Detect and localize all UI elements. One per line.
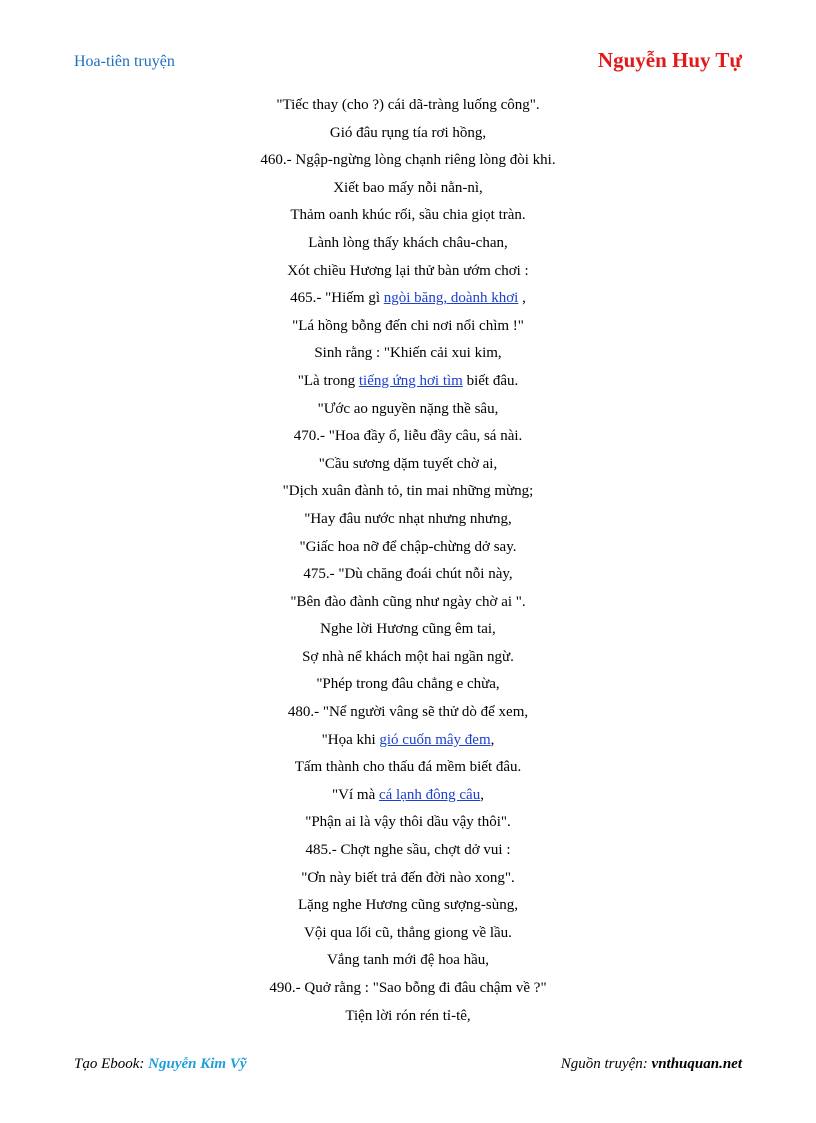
poem-line <box>0 809 816 837</box>
poem-line <box>0 1003 816 1031</box>
book-title: Hoa-tiên truyện <box>74 53 175 70</box>
poem-line <box>0 920 816 948</box>
poem-text: 460.- Ngập-ngừng lòng chạnh riêng lòng đòi khi. <box>260 152 556 169</box>
annotation-link[interactable]: cá lạnh đông câu <box>378 786 481 803</box>
poem-text: Tiện lời rón rén tỉ-tê, <box>345 1007 471 1024</box>
poem-line <box>0 258 816 286</box>
poem-text: Lành lòng thấy khách châu-chan, <box>308 234 508 251</box>
poem-text: , <box>518 290 526 307</box>
ebook-credit-label: Tạo Ebook <box>74 1056 140 1072</box>
poem-text: "Bên đào đành cũng như ngày chờ ai ". <box>290 593 526 610</box>
source-credit-separator: : <box>642 1056 652 1072</box>
poem-text: Sinh rằng : "Khiến cải xui kim, <box>314 345 502 362</box>
poem-text: "Ví mà <box>332 786 379 803</box>
poem-line <box>0 671 816 699</box>
poem-text: Gió đâu rụng tía rơi hồng, <box>329 124 487 141</box>
poem-text: Thảm oanh khúc rối, sầu chia giọt tràn. <box>290 207 526 224</box>
author-name: Nguyễn Huy Tự <box>597 48 742 72</box>
poem-line <box>0 340 816 368</box>
poem-line <box>0 644 816 672</box>
ebook-credit-separator: : <box>139 1056 149 1072</box>
poem-text: "Giấc hoa nỡ để chập-chừng dở say. <box>299 538 517 555</box>
poem-text: Lặng nghe Hương cũng sượng-sùng, <box>297 897 518 914</box>
source-credit-label: Nguồn truyện <box>560 1056 643 1072</box>
annotation-link[interactable]: tiếng ứng hơi tìm <box>358 372 463 389</box>
poem-line <box>0 534 816 562</box>
source-site: vnthuquan.net <box>651 1056 742 1072</box>
poem-text: "Phép trong đâu chẳng e chừa, <box>316 676 500 693</box>
poem-line <box>0 202 816 230</box>
poem-line <box>0 92 816 120</box>
poem-line <box>0 396 816 424</box>
poem-text: Nghe lời Hương cũng êm tai, <box>320 621 496 638</box>
poem-line <box>0 865 816 893</box>
poem-text: Tấm thành cho thấu đá mềm biết đâu. <box>294 759 522 776</box>
poem-line <box>0 478 816 506</box>
poem-line <box>0 175 816 203</box>
poem-line <box>0 147 816 175</box>
poem-line <box>0 589 816 617</box>
poem-text: Xiết bao mấy nỗi nằn-nì, <box>333 179 483 196</box>
poem-text: Vắng tanh mới đệ hoa hầu, <box>326 952 490 969</box>
page-footer <box>74 1056 742 1076</box>
poem-text: "Hay đâu nước nhạt nhưng nhưng, <box>304 510 512 527</box>
poem-text: 465.- "Hiếm gì <box>290 290 384 307</box>
poem-text: 480.- "Nể người vâng sẽ thử dò để xem, <box>287 704 529 721</box>
poem-line <box>0 368 816 396</box>
poem-text: 490.- Quở rằng : "Sao bỗng đi đâu chậm về ?" <box>269 980 547 996</box>
poem-line <box>0 947 816 975</box>
poem-text: "Dịch xuân đành tỏ, tin mai những mừng; <box>282 483 534 500</box>
poem-text: Sợ nhà nể khách một hai ngần ngừ. <box>302 648 514 665</box>
poem-line <box>0 423 816 451</box>
ebook-creator: Nguyễn Kim Vỹ <box>148 1056 247 1072</box>
poem-line <box>0 230 816 258</box>
poem-text: "Cầu sương dặm tuyết chờ ai, <box>318 455 498 472</box>
annotation-link[interactable]: gió cuốn mây đem <box>379 731 491 748</box>
poem-line <box>0 837 816 865</box>
poem-line <box>0 892 816 920</box>
poem-line <box>0 120 816 148</box>
poem-text: Xót chiều Hương lại thử bàn ướm chơi : <box>287 262 529 279</box>
poem-text: "Họa khi <box>321 731 380 748</box>
poem-line <box>0 313 816 341</box>
poem-text: "Lá hồng bỗng đến chi nơi nổi chìm !" <box>292 317 524 334</box>
poem-text: , <box>490 731 495 748</box>
page-header <box>74 48 742 80</box>
poem-line <box>0 782 816 810</box>
poem-text: , <box>480 786 484 803</box>
poem-line <box>0 451 816 479</box>
poem-text: Vội qua lối cũ, thẳng giong về lầu. <box>304 924 512 941</box>
poem-text: "Tiếc thay (cho ?) cái dã-tràng luống công". <box>276 97 540 113</box>
poem-line <box>0 975 816 1003</box>
poem-line <box>0 754 816 782</box>
poem-text: 470.- "Hoa đầy ổ, liễu đầy câu, sá nài. <box>293 428 523 445</box>
poem-line <box>0 699 816 727</box>
poem-body <box>0 92 816 1030</box>
poem-text: "Là trong <box>297 372 359 389</box>
poem-line <box>0 506 816 534</box>
poem-line <box>0 727 816 755</box>
poem-text: "Ơn này biết trả đến đời nào xong". <box>301 869 515 886</box>
source-credit <box>561 1056 742 1073</box>
poem-text: 475.- "Dù chăng đoái chút nỗi này, <box>303 566 513 583</box>
poem-text: "Ước ao nguyền nặng thề sâu, <box>317 400 499 417</box>
poem-text: "Phận ai là vậy thôi dầu vậy thôi". <box>305 814 511 831</box>
annotation-link[interactable]: ngòi băng, doành khơi <box>383 290 519 307</box>
poem-text: biết đâu. <box>462 372 519 389</box>
poem-line <box>0 561 816 589</box>
poem-line <box>0 616 816 644</box>
poem-line <box>0 285 816 313</box>
poem-text: 485.- Chợt nghe sầu, chợt dở vui : <box>305 842 511 859</box>
ebook-credit <box>74 1056 247 1073</box>
